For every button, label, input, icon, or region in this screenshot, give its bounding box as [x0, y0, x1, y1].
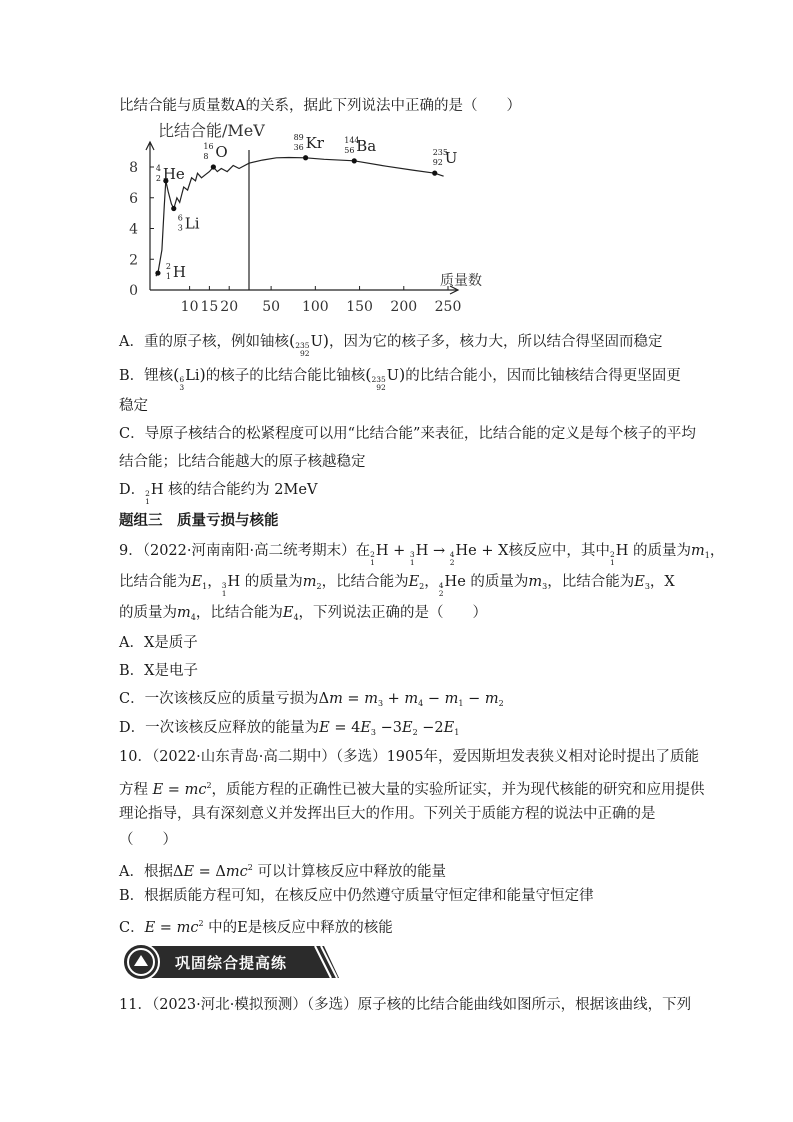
y-tick-label: 6: [129, 190, 138, 207]
point-label-kr: 89 36 Kr: [293, 132, 324, 152]
q10-text-b: 方程: [119, 782, 148, 798]
q8-option-b-line2: [119, 396, 148, 416]
q9-option-d: D．一次该核反应释放的能量为$E = 4E_3 -3E_2 -2E_1$: [119, 720, 460, 737]
q8-option-d-label: D．: [119, 482, 146, 498]
binding-energy-chart: [118, 122, 498, 317]
x-tick-label: 200: [390, 299, 418, 315]
x-tick-label: 15: [200, 299, 219, 315]
lithium-nuclide: 6 3 Li: [179, 368, 200, 392]
q9-line1: 9．（2022·河南南阳·高二统考期末）在 2 1 H + 3 1 H → 4 2 He + X核反应中，其中 2 1 H 的质量为$m_1$，: [119, 543, 725, 567]
y-tick-label: 8: [129, 160, 138, 176]
q10-line3: [119, 804, 656, 824]
q10-text-a: 10．（2022·山东青岛·高二期中）（多选）1905年，爱因斯坦发表狭义相对论时提出了质能: [119, 749, 699, 765]
q10-line2: 方程 $E = mc^2$，质能方程的正确性已被大量的实验所证实，并为现代核能的研究和应用提供: [119, 781, 705, 798]
point-label-h: 2 1 H: [165, 262, 187, 282]
q8-option-a-text: A．重的原子核，例如铀核: [119, 334, 289, 350]
q10-option-a-tail: 可以计算核反应中释放的能量: [257, 864, 446, 880]
q8-option-d: D． 2 1 H 核的结合能约为 2MeV: [119, 482, 318, 506]
q10-text-c: ，质能方程的正确性已被大量的实验所证实，并为现代核能的研究和应用提供: [211, 782, 705, 798]
q8-option-a-tail: ，因为它的核子多，核力大，所以结合得坚固而稳定: [329, 334, 663, 350]
question-8-stem: [119, 96, 521, 116]
x-tick-label: 50: [262, 299, 281, 315]
point-label-li: 6 3 Li: [177, 213, 200, 233]
question-8-text: 比结合能与质量数A的关系，据此下列说法中正确的是（ ）: [119, 98, 521, 114]
q8-option-b-text: B．锂核: [119, 368, 174, 384]
y-tick-label: 2: [129, 252, 138, 269]
q8-option-d-text: H 核的结合能约为 2MeV: [150, 482, 318, 498]
q10-option-b-text: B．根据质能方程可知，在核反应中仍然遵守质量守恒定律和能量守恒定律: [119, 888, 594, 904]
q10-option-a: A．根据ΔE = Δmc$^2$ 可以计算核反应中释放的能量: [119, 863, 446, 880]
q9-option-b-text: B．X是电子: [119, 663, 198, 679]
data-point-kr: [303, 155, 308, 160]
x-tick-label: 10: [180, 299, 199, 315]
q9-line3: 的质量为$m_4$，比结合能为$E_4$，下列说法正确的是（ ）: [119, 605, 488, 622]
point-label-he: 4 2 He: [155, 163, 185, 183]
q9-option-a: [119, 633, 198, 653]
q10-text-d: 理论指导，具有深刻意义并发挥出巨大的作用。下列关于质能方程的说法中正确的是: [119, 806, 656, 822]
q9-text-k: ，下列说法正确的是（ ）: [298, 605, 488, 621]
data-point-ba: [352, 158, 357, 163]
q9-text-e: H 的质量为: [227, 574, 303, 590]
q9-text-j: ，比结合能为: [195, 605, 283, 621]
q9-option-c-text: C．一次该核反应的质量亏损为: [119, 691, 319, 707]
uranium-nuclide: 235 92 U: [295, 334, 323, 358]
q10-option-c-text: 中的E是核反应中释放的核能: [208, 920, 393, 936]
q10-line1: [119, 747, 699, 767]
data-point-h: [155, 270, 160, 275]
group-heading-text: 题组三 质量亏损与核能: [119, 512, 279, 529]
uranium-nuclide-2: 235 92 U: [371, 368, 400, 392]
q10-text-e: （ ）: [119, 832, 177, 848]
q9-option-b: [119, 661, 198, 681]
q8-option-c: [119, 424, 696, 444]
data-point-o: [211, 164, 216, 169]
q8-option-b-mid: 的核子的比结合能比铀核: [205, 368, 366, 384]
q9-text-b: 核反应中，其中: [508, 543, 610, 559]
q8-option-b: B．锂核( 6 3 Li)的核子的比结合能比铀核( 235 92 U)的比结合能小，因而比铀核结合得更坚固更: [119, 365, 681, 392]
q11-text: 11．（2023·河北·模拟预测）（多选）原子核的比结合能曲线如图所示，根据该曲线，下列: [119, 997, 692, 1013]
q8-option-b-text2: 稳定: [119, 398, 148, 414]
q9-option-a-text: A．X是质子: [119, 635, 198, 651]
q8-option-b-tail: 的比结合能小，因而比铀核结合得更坚固更: [405, 368, 681, 384]
point-label-u: 235 92 U: [432, 148, 458, 168]
data-point-u: [432, 171, 437, 176]
q10-option-b: [119, 886, 594, 906]
x-tick-label: 150: [346, 299, 373, 315]
q8-option-c-text: C．导原子核结合的松紧程度可以用“比结合能”来表征，比结合能的定义是每个核子的平均: [119, 426, 696, 442]
q9-option-c: C．一次该核反应的质量亏损为$\Delta m = m_3 + m_4 - m_1 - m_2$: [119, 691, 504, 708]
q9-text-a: 9．（2022·河南南阳·高二统考期末）在: [119, 543, 371, 559]
q9-text-g: He 的质量为: [444, 574, 529, 590]
q9-line2: 比结合能为$E_1$， 3 1 H 的质量为$m_2$，比结合能为$E_2$， 4 2 He 的质量为$m_3$，比结合能为$E_3$，X: [119, 574, 675, 598]
q9-text-h: ，比结合能为: [547, 574, 635, 590]
x-tick-label: 100: [301, 299, 329, 315]
y-tick-label: 4: [129, 221, 138, 238]
q8-option-c-line2: [119, 452, 366, 472]
point-label-o: 16 8 O: [203, 142, 228, 161]
group-heading: [119, 511, 279, 531]
q11-line1: [119, 995, 691, 1015]
y-tick-label: 0: [129, 283, 138, 299]
q9-text-i: 的质量为: [119, 605, 177, 621]
q9-text-f: ，比结合能为: [321, 574, 409, 590]
x-axis-label: 质量数: [440, 273, 482, 289]
q8-option-a: A．重的原子核，例如铀核( 235 92 U)，因为它的核子多，核力大，所以结合得坚固而稳定: [119, 331, 663, 358]
q9-option-d-text: D．一次该核反应释放的能量为: [119, 720, 320, 736]
x-tick-label: 250: [434, 299, 462, 315]
y-axis-label: 比结合能/MeV: [158, 122, 265, 140]
q10-option-c: C．$E = mc^2$ 中的E是核反应中释放的核能: [119, 919, 393, 936]
point-label-ba: 144 56 Ba: [344, 135, 377, 155]
q10-line4: [119, 830, 177, 850]
q9-text-c: H 的质量为: [615, 543, 691, 559]
q9-text-d: 比结合能为: [119, 574, 192, 590]
data-point-li: [171, 206, 176, 211]
x-tick-label: 20: [220, 299, 239, 315]
q10-option-a-text: A．根据: [119, 864, 173, 880]
banner-title: 巩固综合提高练: [175, 954, 288, 972]
q8-option-c-text2: 结合能；比结合能越大的原子核越稳定: [119, 454, 366, 470]
